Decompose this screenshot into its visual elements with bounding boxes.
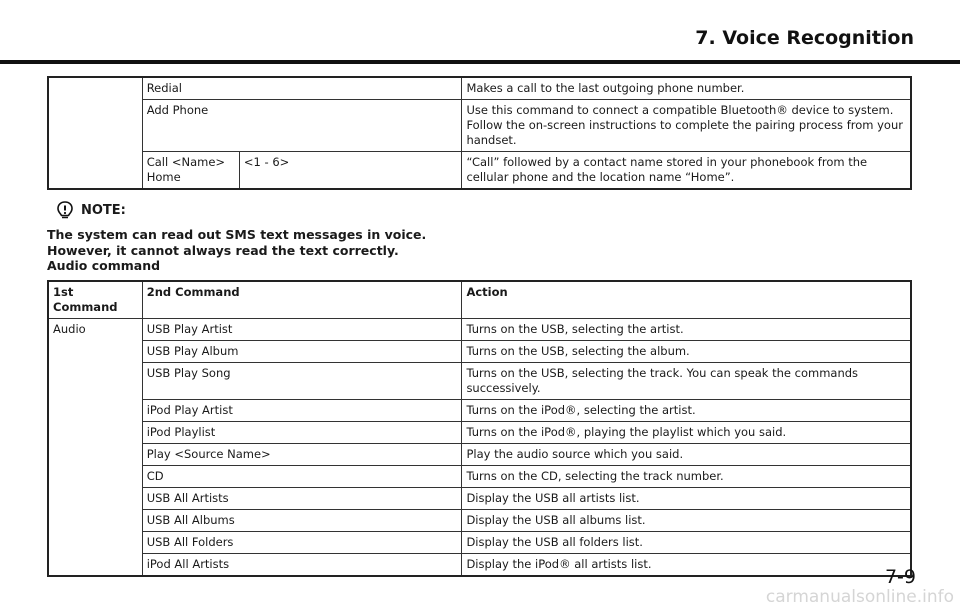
action-cell: Turns on the USB, selecting the artist. xyxy=(462,319,911,341)
action-cell: “Call” followed by a contact name stored in your phonebook from the cellular phone and the location name “Home”. xyxy=(462,152,911,190)
command-cell: Call <Name> Home xyxy=(142,152,239,190)
chapter-title: 7. Voice Recognition xyxy=(695,27,914,49)
table-row xyxy=(48,77,911,100)
action-cell: Turns on the USB, selecting the album. xyxy=(462,341,911,363)
second-command-cell: USB All Folders xyxy=(142,532,462,554)
audio-command-table xyxy=(47,280,912,577)
table-row xyxy=(48,488,911,510)
command-cell: Add Phone xyxy=(142,100,462,152)
second-command-cell: Play <Source Name> xyxy=(142,444,462,466)
action-cell: Display the USB all folders list. xyxy=(462,532,911,554)
table-row xyxy=(48,319,911,341)
note-text xyxy=(47,227,426,274)
note-label: NOTE: xyxy=(81,202,126,218)
second-command-cell: USB Play Album xyxy=(142,341,462,363)
table-row xyxy=(48,152,911,190)
header-rule xyxy=(0,60,960,64)
table-row xyxy=(48,341,911,363)
header-1st-command: 1st Command xyxy=(48,281,142,319)
second-command-cell: USB All Albums xyxy=(142,510,462,532)
action-cell: Turns on the iPod®, selecting the artist. xyxy=(462,400,911,422)
first-command-cell: Audio xyxy=(48,319,142,577)
note-line: The system can read out SMS text messages in voice. xyxy=(47,227,427,242)
action-cell: Makes a call to the last outgoing phone number. xyxy=(462,77,911,100)
action-cell: Display the USB all artists list. xyxy=(462,488,911,510)
page-number: 7-9 xyxy=(884,566,916,588)
action-cell: Use this command to connect a compatible Bluetooth® device to system. Follow the on-screen instructions to complete the pairing process from your handset. xyxy=(462,100,911,152)
action-cell: Turns on the USB, selecting the track. You can speak the commands successively. xyxy=(462,363,911,400)
table-row xyxy=(48,532,911,554)
second-command-cell: CD xyxy=(142,466,462,488)
table-header-row xyxy=(48,281,911,319)
table-row xyxy=(48,510,911,532)
table-row xyxy=(48,422,911,444)
table-row xyxy=(48,554,911,577)
second-command-cell: USB Play Song xyxy=(142,363,462,400)
table-row xyxy=(48,100,911,152)
action-cell: Display the USB all albums list. xyxy=(462,510,911,532)
command-cell: Redial xyxy=(142,77,462,100)
second-command-cell: iPod Playlist xyxy=(142,422,462,444)
action-cell: Display the iPod® all artists list. xyxy=(462,554,911,577)
phone-command-table xyxy=(47,76,912,190)
note-exclamation-icon xyxy=(55,200,75,220)
header-2nd-command: 2nd Command xyxy=(142,281,462,319)
header-action: Action xyxy=(462,281,911,319)
table-row xyxy=(48,444,911,466)
table-row xyxy=(48,466,911,488)
second-command-cell: USB Play Artist xyxy=(142,319,462,341)
section-heading-audio: Audio command xyxy=(47,258,161,273)
action-cell: Turns on the iPod®, playing the playlist which you said. xyxy=(462,422,911,444)
second-command-cell: iPod All Artists xyxy=(142,554,462,577)
note-heading xyxy=(55,199,126,221)
note-line: However, it cannot always read the text correctly. xyxy=(47,242,399,258)
table-row xyxy=(48,400,911,422)
second-command-cell: <1 - 6> xyxy=(239,152,462,190)
table-row xyxy=(48,363,911,400)
watermark: carmanualsonline.info xyxy=(765,587,954,607)
action-cell: Turns on the CD, selecting the track number. xyxy=(462,466,911,488)
second-command-cell: USB All Artists xyxy=(142,488,462,510)
blank-first-column xyxy=(48,77,142,189)
second-command-cell: iPod Play Artist xyxy=(142,400,462,422)
action-cell: Play the audio source which you said. xyxy=(462,444,911,466)
